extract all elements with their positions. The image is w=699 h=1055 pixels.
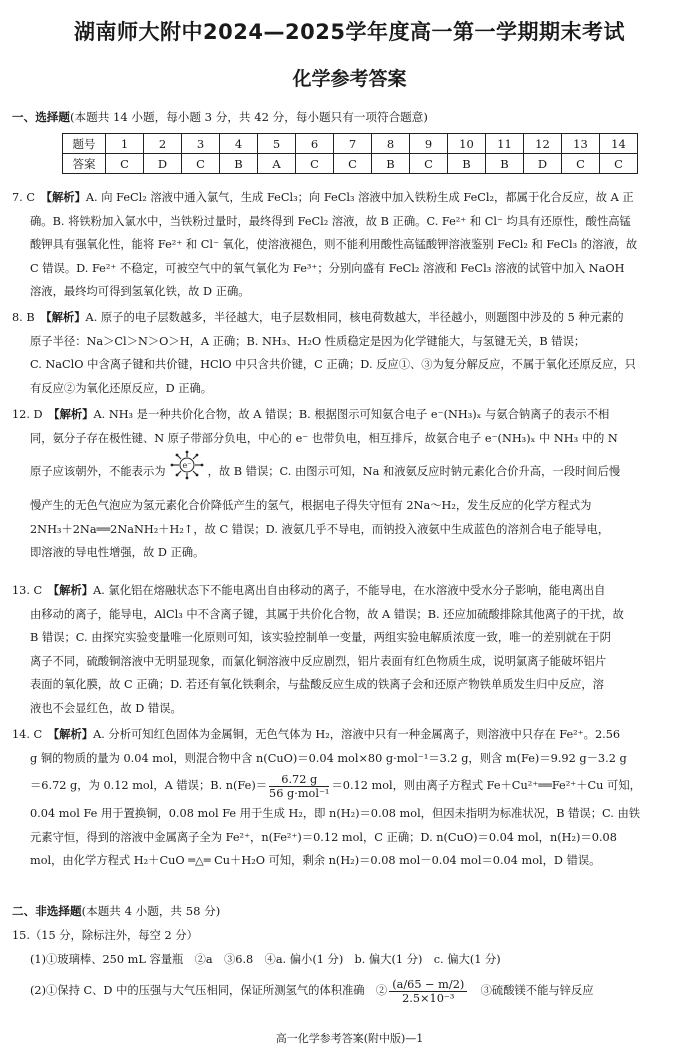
answer-cell: A	[258, 154, 296, 174]
question-number-cell: 12	[524, 134, 562, 154]
question-13-explanation	[12, 579, 688, 721]
answer-cell: B	[372, 154, 410, 174]
fraction-denominator: 2.5×10⁻³	[402, 991, 455, 1005]
question-number-cell: 3	[182, 134, 220, 154]
text-line: A. 氯化铝在熔融状态下不能电离出自由移动的离子，不能导电，在水溶液中受水分子影响，能电离出自	[93, 584, 606, 597]
question-number-cell: 14	[600, 134, 638, 154]
answer-cell: C	[334, 154, 372, 174]
answer-cell: C	[106, 154, 144, 174]
iron-moles-fraction	[269, 773, 329, 800]
text-line: 液也不会显红色，故 D 错误。	[30, 701, 182, 715]
electron-label: e⁻	[182, 461, 192, 471]
text-line: 元素守恒，得到的溶液中金属离子全为 Fe²⁺，n(Fe²⁺)＝0.12 mol，C 正确；D. n(CuO)＝0.04 mol，n(H₂)＝0.08	[30, 830, 617, 844]
question-number-cell: 5	[258, 134, 296, 154]
section-2-label: 二、非选择题	[12, 904, 82, 918]
section-2-note: (本题共 4 小题，共 58 分)	[81, 904, 221, 918]
question-8-explanation	[12, 306, 688, 400]
text-line: 表面的氧化膜，故 C 正确；D. 若还有氧化铁剩余，与盐酸反应生成的铁离子会和还原产物铁单质发生归中反应，溶	[30, 678, 604, 692]
text-line: (1)①玻璃棒、250 mL 容量瓶 ②a ③6.8 ④a. 偏小(1 分) b. 偏大(1 分) c. 偏大(1 分)	[30, 952, 501, 966]
page-footer: 高一化学参考答案(附中版)—1	[275, 1032, 424, 1045]
answer-cell: C	[182, 154, 220, 174]
text-line: A. 原子的电子层数越多，半径越大，电子层数相同，核电荷数越大，半径越小，则题图中涉及的 5 种元素的	[85, 311, 624, 324]
answer-table-number-row	[63, 134, 638, 154]
answer-cell: C	[600, 154, 638, 174]
fraction-denominator: 56 g·mol⁻¹	[269, 786, 330, 800]
question-7-lead: 7. C	[12, 191, 36, 204]
fraction-numerator: 6.72 g	[269, 773, 329, 787]
answer-key-subtitle: 化学参考答案	[292, 68, 407, 90]
analysis-tag: 【解析】	[53, 584, 94, 597]
question-14-explanation	[12, 723, 688, 873]
text-line: B 错误；C. 由探究实验变量唯一化原则可知，该实验控制单一变量，两组实验电解质浓度一致，唯一的差别就在于阴	[30, 631, 611, 645]
answer-table	[62, 133, 638, 174]
question-8-lead: 8. B	[12, 311, 35, 324]
text-line: 确。B. 将铁粉加入氯水中，当铁粉过量时，最终得到 FeCl₂ 溶液，故 B 正确。C. Fe²⁺ 和 Cl⁻ 均具有还原性，酸性高锰	[30, 214, 631, 228]
analysis-tag: 【解析】	[53, 728, 94, 741]
text-line: 同，氨分子存在极性键、N 原子带部分负电，中心的 e⁻ 也带负电，相互排斥，故氨合电子 e⁻(NH₃)ₓ 中 NH₃ 中的 N	[30, 431, 618, 445]
answer-table-answer-row	[63, 154, 638, 174]
question-12-lead: 12. D	[12, 408, 43, 421]
question-number-cell: 9	[410, 134, 448, 154]
text-line: mol，由化学方程式 H₂＋CuO ═△═ Cu＋H₂O 可知，剩余 n(H₂)＝0.08 mol－0.04 mol＝0.04 mol，D 错误。	[30, 854, 601, 868]
text-line: A. 向 FeCl₂ 溶液中通入氯气，生成 FeCl₃；向 FeCl₃ 溶液中加入铁粉生成 FeCl₂，都属于化合反应，故 A 正	[85, 191, 634, 204]
question-number-cell: 11	[486, 134, 524, 154]
answer-cell: D	[524, 154, 562, 174]
question-number-cell: 13	[562, 134, 600, 154]
text-fragment: ③硫酸镁不能与锌反应	[469, 984, 594, 998]
question-7-explanation	[12, 186, 688, 304]
text-line: g 铜的物质的量为 0.04 mol，则混合物中含 n(CuO)＝0.04 mol×80 g·mol⁻¹＝3.2 g，则含 m(Fe)＝9.92 g－3.2 g	[30, 751, 627, 765]
question-number-cell: 1	[106, 134, 144, 154]
question-14-lead: 14. C	[12, 728, 43, 741]
text-line: 由移动的离子，能导电，AlCl₃ 中不含离子键，其属于共价化合物，故 A 错误；B. 还应加硫酸排除其他离子的干扰，故	[30, 607, 624, 621]
fraction-numerator: (a/65 − m/2)	[389, 978, 467, 992]
text-line: C 错误。D. Fe²⁺ 不稳定，可被空气中的氧气氧化为 Fe³⁺；分别向盛有 FeCl₂ 溶液和 FeCl₃ 溶液的试管中加入 NaOH	[30, 261, 625, 275]
text-line-with-fraction	[12, 971, 688, 1011]
analysis-tag: 【解析】	[53, 408, 94, 421]
section-1-label: 一、选择题	[12, 110, 70, 124]
answer-cell: B	[448, 154, 486, 174]
exam-title: 湖南师大附中2024—2025学年度高一第一学期期末考试	[74, 20, 625, 44]
ammoniated-electron-icon	[166, 450, 208, 494]
text-line: 酸钾具有强氧化性，能将 Fe²⁺ 和 Cl⁻ 氧化，使溶液褪色，则不能利用酸性高锰酸钾溶液鉴别 FeCl₂ 和 FeCl₃ 的溶液，故	[30, 238, 638, 252]
text-line: 2NH₃＋2Na══2NaNH₂＋H₂↑，故 C 错误；D. 液氨几乎不导电，而钠投入液氨中生成蓝色的溶剂合电子能导电，	[30, 522, 610, 536]
text-fragment: (2)①保持 C、D 中的压强与大气压相同，保证所测氢气的体积准确 ②	[30, 984, 388, 998]
question-12-explanation	[12, 403, 688, 565]
answer-cell: C	[296, 154, 334, 174]
answer-cell: C	[410, 154, 448, 174]
hydrogen-fraction	[389, 978, 467, 1005]
text-line: 有反应②为氧化还原反应，D 正确。	[30, 381, 213, 395]
question-number-cell: 8	[372, 134, 410, 154]
answer-cell: D	[144, 154, 182, 174]
analysis-tag: 【解析】	[45, 311, 86, 324]
text-line: 原子半径：Na＞Cl＞N＞O＞H，A 正确；B. NH₃、H₂O 性质稳定是因为化学键能大，与氢键无关，B 错误；	[30, 334, 586, 348]
text-line: C. NaClO 中含离子键和共价键，HClO 中只含共价键，C 正确；D. 反应①、③为复分解反应，不属于氧化还原反应，只	[30, 358, 636, 372]
analysis-tag: 【解析】	[46, 191, 86, 204]
question-15-heading: 15.（15 分，除标注外，每空 2 分）	[12, 929, 198, 942]
question-number-cell: 4	[220, 134, 258, 154]
text-line: 慢产生的无色气泡应为氢元素化合价降低产生的氢气，根据电子得失守恒有 2Na～H₂，发生反应的化学方程式为	[30, 499, 592, 513]
question-number-cell: 7	[334, 134, 372, 154]
text-line: 溶液，最终均可得到氢氧化铁，故 D 正确。	[30, 285, 250, 299]
text-line: A. NH₃ 是一种共价化合物，故 A 错误；B. 根据图示可知氨合电子 e⁻(NH₃)ₓ 与氨合钠离子的表示不相	[93, 408, 610, 421]
text-line: 离子不同，硫酸铜溶液中无明显现象，而氯化铜溶液中反应剧烈，铝片表面有红色物质生成，说明氯离子能破坏铝片	[30, 654, 607, 668]
answer-cell: B	[486, 154, 524, 174]
text-fragment: ，故 B 错误；C. 由图示可知，Na 和液氨反应时钠元素化合价升高，一段时间后慢	[207, 465, 621, 479]
answer-cell: B	[220, 154, 258, 174]
question-13-lead: 13. C	[12, 584, 43, 597]
text-line: 即溶液的导电性增强，故 D 正确。	[30, 546, 205, 560]
text-line-with-fraction	[12, 770, 688, 802]
text-line-with-icon	[12, 450, 688, 494]
text-line: A. 分析可知红色固体为金属铜，无色气体为 H₂，溶液中只有一种金属离子，则溶液中只存在 Fe²⁺。2.56	[93, 728, 621, 741]
question-15-answer	[12, 924, 688, 1011]
question-number-cell: 6	[296, 134, 334, 154]
table-header-cell: 答案	[63, 154, 106, 174]
table-header-cell: 题号	[63, 134, 106, 154]
section-2-heading	[12, 903, 220, 919]
answer-cell: C	[562, 154, 600, 174]
text-line: 0.04 mol Fe 用于置换铜，0.08 mol Fe 用于生成 H₂，即 n(H₂)＝0.08 mol，但因未指明为标准状况，B 错误；C. 由铁	[30, 807, 641, 821]
text-fragment: ＝6.72 g，为 0.12 mol，A 错误；B. n(Fe)＝	[30, 779, 268, 793]
question-number-cell: 2	[144, 134, 182, 154]
question-number-cell: 10	[448, 134, 486, 154]
text-fragment: 原子应该朝外，不能表示为	[30, 465, 166, 479]
section-1-heading	[12, 109, 428, 125]
section-1-note: (本题共 14 小题，每小题 3 分，共 42 分，每小题只有一项符合题意)	[69, 110, 428, 124]
text-fragment: ＝0.12 mol，则由离子方程式 Fe＋Cu²⁺══Fe²⁺＋Cu 可知，	[331, 779, 641, 793]
